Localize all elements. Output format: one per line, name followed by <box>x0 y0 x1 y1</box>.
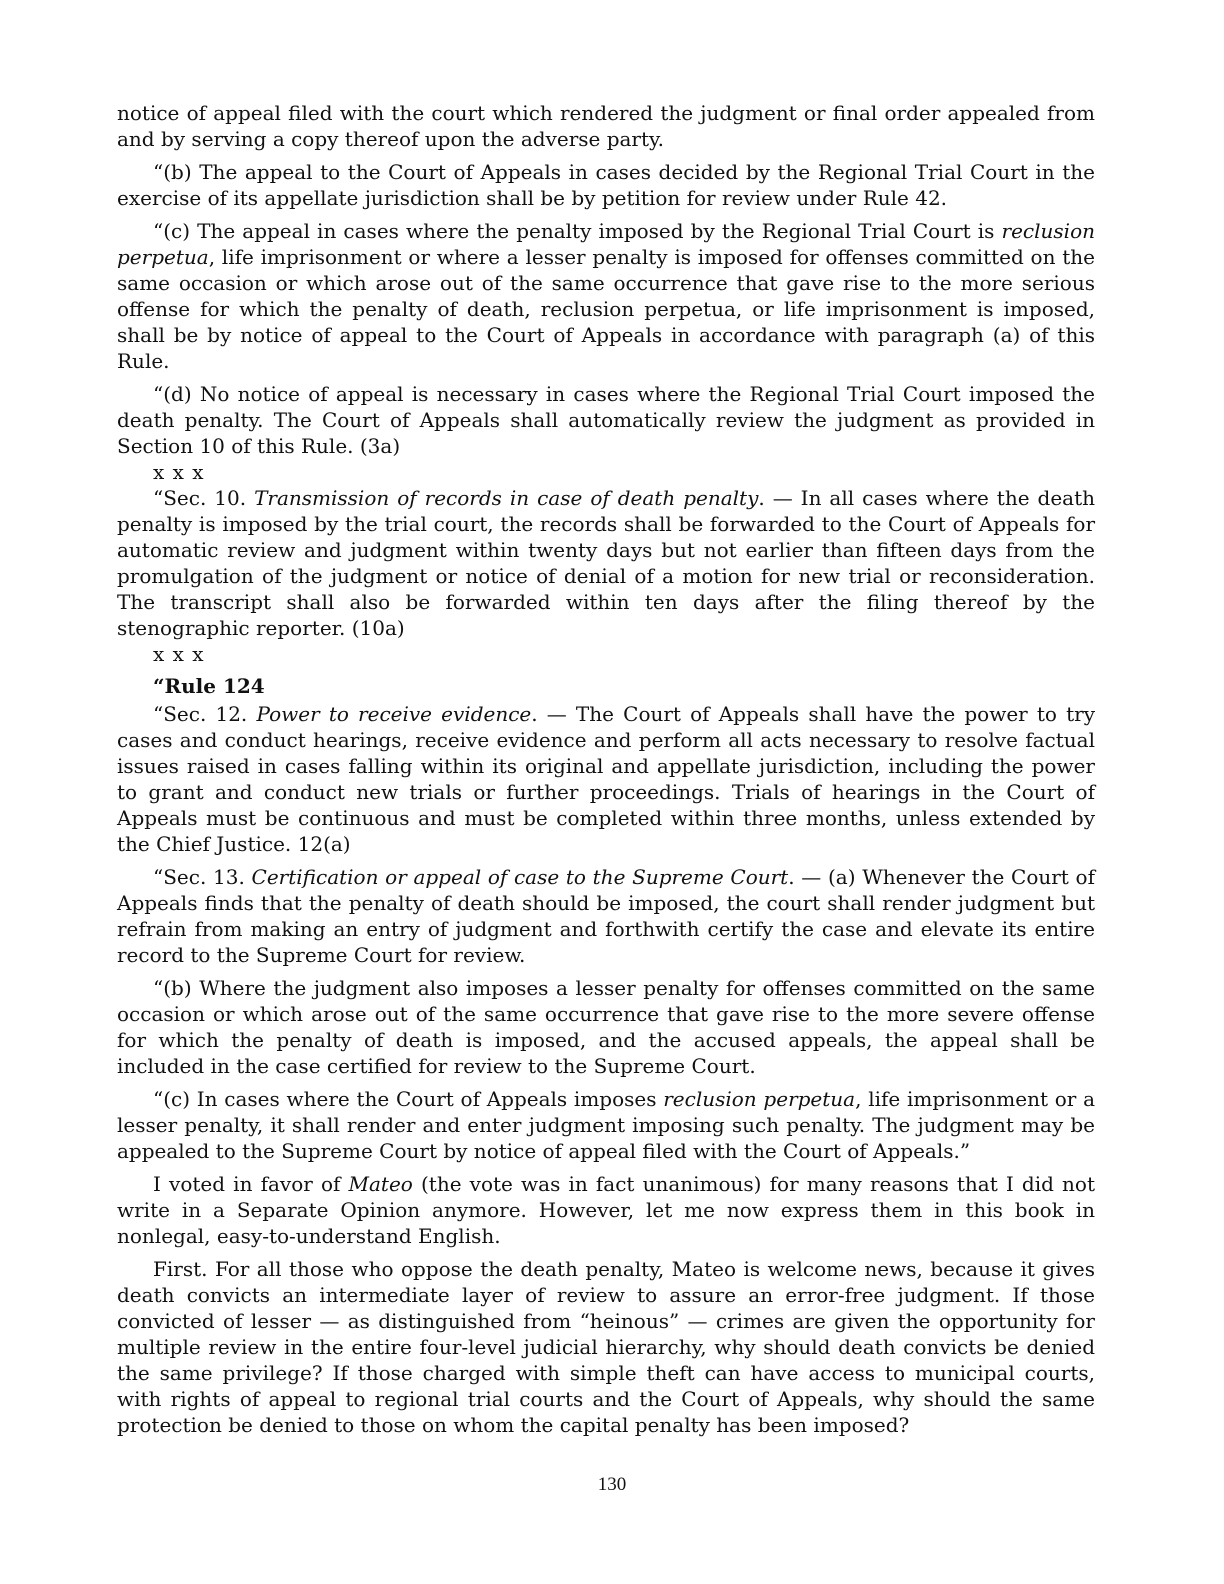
paragraph-text: I voted in favor of <box>153 1172 349 1196</box>
paragraph-text: “(c) The appeal in cases where the penalty imposed by the Regional Trial Court is <box>153 219 1002 243</box>
ellipsis-marker: x x x <box>153 642 205 666</box>
paragraph-sec-13-c <box>117 1086 1095 1164</box>
section-title: Power to receive evidence <box>256 702 532 726</box>
paragraph-text: “Sec. 13. <box>153 865 252 889</box>
paragraph-text: , life imprisonment or a lesser penalty, it shall render and enter judgment imposing such penalty. The judgment may be appealed to the Supreme Court by notice of appeal filed with the Court of Appeals.” <box>117 1087 1095 1163</box>
italic-term: reclusion perpetua <box>117 219 1095 269</box>
paragraph-sec-12 <box>117 701 1095 857</box>
paragraph-text: “Sec. 10. <box>153 486 255 510</box>
paragraph-text: . — In all cases where the death penalty is imposed by the trial court, the records shall be forwarded to the Court of Appeals for automatic review and judgment within twenty days but not earlier than fifteen days from the promulgation of the judgment or notice of denial of a motion for new trial or reconsideration. The transcript shall also be forwarded within ten days after the filing thereof by the stenographic reporter. (10a) <box>117 486 1095 640</box>
paragraph-first-reason: First. For all those who oppose the death penalty, Mateo is welcome news, because it gives death convicts an intermediate layer of review to assure an error-free judgment. If those convicted of lesser — as distinguished from “heinous” — crimes are given the opportunity for multiple review in the entire four-level judicial hierarchy, why should death convicts be denied the same privilege? If those charged with simple theft can have access to municipal courts, with rights of appeal to regional trial courts and the Court of Appeals, why should the same protection be denied to those on whom the capital penalty has been imposed? <box>117 1257 1095 1437</box>
paragraph-text: “(c) In cases where the Court of Appeals imposes <box>153 1087 664 1111</box>
italic-term: reclusion perpetua <box>663 1087 856 1111</box>
paragraph-rule-122-c <box>117 218 1095 374</box>
paragraph-text: . — (a) Whenever the Court of Appeals finds that the penalty of death should be imposed, the court shall render judgment but refrain from making an entry of judgment and forthwith certify the case and elevate its entire record to the Supreme Court for review. <box>117 865 1095 967</box>
ellipsis-marker: x x x <box>153 460 205 484</box>
paragraph-rule-122-d: “(d) No notice of appeal is necessary in cases where the Regional Trial Court imposed the death penalty. The Court of Appeals shall automatically review the judgment as provided in Section 10 of this Rule. (3a) <box>117 382 1095 458</box>
paragraph-continuation: notice of appeal filed with the court which rendered the judgment or final order appealed from and by serving a copy thereof upon the adverse party. <box>117 101 1095 151</box>
page-number: 130 <box>597 1474 627 1495</box>
paragraph-sec-13-b: “(b) Where the judgment also imposes a lesser penalty for offenses committed on the same occasion or which arose out of the same occurrence that gave rise to the more severe offense for which the penalty of death is imposed, and the accused appeals, the appeal shall be included in the case certified for review to the Supreme Court. <box>117 976 1095 1078</box>
paragraph-text: , life imprisonment or where a lesser penalty is imposed for offenses committed on the same occasion or which arose out of the same occurrence that gave rise to the more serious offense for which the penalty of death, reclusion perpetua, or life imprisonment is imposed, shall be by notice of appeal to the Court of Appeals in accordance with paragraph (a) of this Rule. <box>117 245 1095 373</box>
rule-heading: “Rule 124 <box>153 674 265 698</box>
case-name: Mateo <box>348 1172 413 1196</box>
paragraph-rule-122-b: “(b) The appeal to the Court of Appeals in cases decided by the Regional Trial Court in the exercise of its appellate jurisdiction shall be by petition for review under Rule 42. <box>117 160 1095 210</box>
section-title: Transmission of records in case of death penalty <box>254 486 759 510</box>
paragraph-mateo-vote <box>117 1171 1095 1249</box>
paragraph-sec-13 <box>117 864 1095 968</box>
paragraph-sec-10 <box>117 485 1095 641</box>
paragraph-text: (the vote was in fact unanimous) for many reasons that I did not write in a Separate Opinion anymore. However, let me now express them in this book in nonlegal, easy-to-understand English. <box>117 1172 1095 1248</box>
section-title: Certification or appeal of case to the Supreme Court <box>251 865 789 889</box>
paragraph-text: “Sec. 12. <box>153 702 257 726</box>
paragraph-text: . — The Court of Appeals shall have the power to try cases and conduct hearings, receive evidence and perform all acts necessary to resolve factual issues raised in cases falling within its original and appellate jurisdiction, including the power to grant and conduct new trials or further proceedings. Trials of hearings in the Court of Appeals must be continuous and must be completed within three months, unless extended by the Chief Justice. 12(a) <box>117 702 1096 856</box>
body-text <box>117 100 1095 1438</box>
